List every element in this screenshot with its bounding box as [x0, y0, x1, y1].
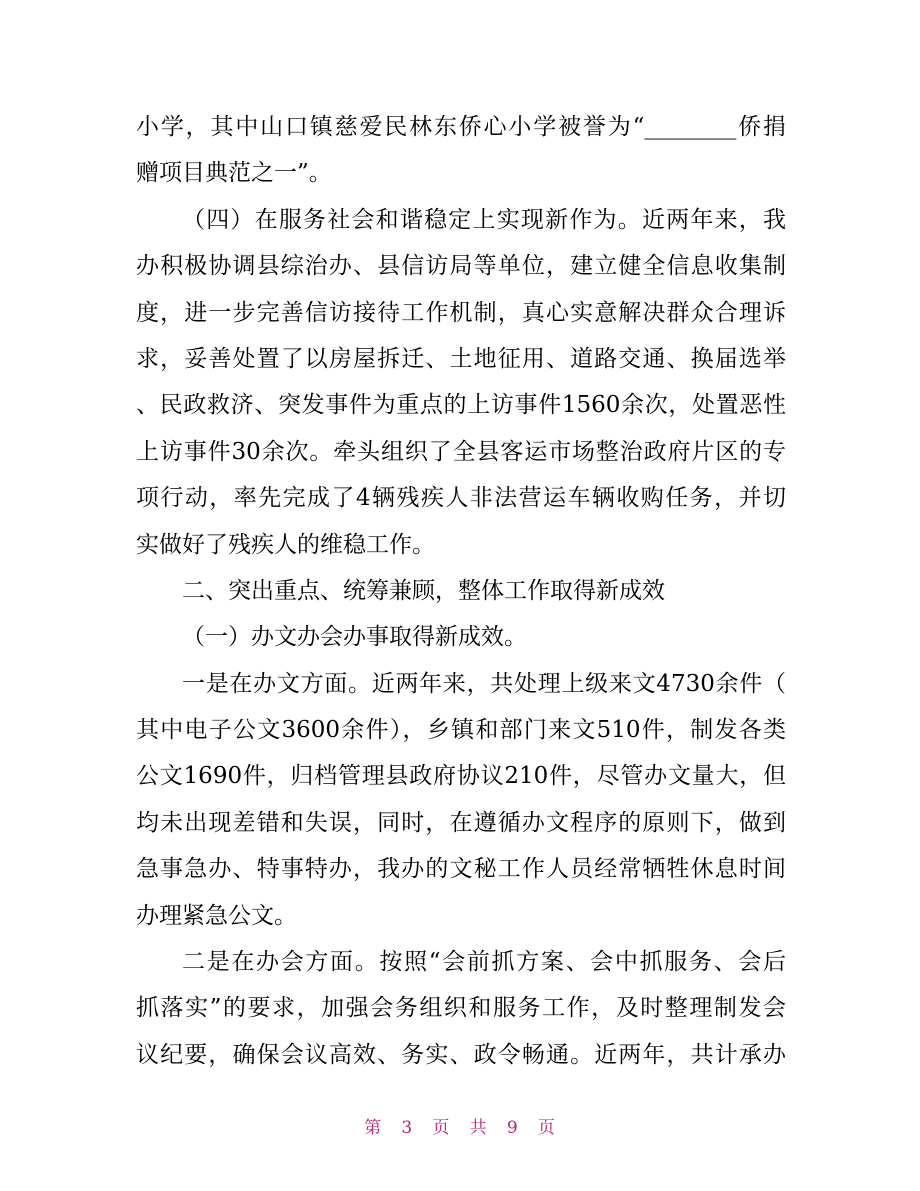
text-line: 急事急办、特事特办，我办的文秘工作人员经常牺牲休息时间	[136, 856, 786, 883]
text-line: 实做好了残疾人的维稳工作。	[136, 531, 435, 558]
footer-page-word: 页	[432, 1118, 451, 1138]
text-line: 议纪要，确保会议高效、务实、政令畅通。近两年，共计承办	[136, 1041, 786, 1068]
text-line: 度，进一步完善信访接待工作机制，真心实意解决群众合理诉	[136, 299, 786, 326]
text-line: （一）办文办会办事取得新成效。	[182, 624, 527, 651]
text-line: （四）在服务社会和谐稳定上实现新作为。近两年来，我	[182, 206, 786, 233]
text-line: 办理紧急公文。	[136, 902, 297, 929]
page-footer	[0, 1113, 920, 1138]
text-line: 其中电子公文3600余件），乡镇和部门来文510件，制发各类	[136, 717, 786, 744]
body-text	[136, 104, 786, 1078]
text-line: 、民政救济、突发事件为重点的上访事件1560余次，处置恶性	[136, 392, 786, 419]
footer-page-word-2: 页	[537, 1118, 556, 1138]
text-line: 求，妥善处置了以房屋拆迁、土地征用、道路交通、换届选举	[136, 345, 786, 372]
footer-total-prefix: 共	[469, 1118, 488, 1138]
footer-prefix: 第	[364, 1118, 383, 1138]
text-line: 一是在办文方面。近两年来，共处理上级来文4730余件（	[182, 670, 786, 697]
footer-total-pages: 9	[506, 1118, 519, 1138]
text-line: 抓落实”的要求，加强会务组织和服务工作，及时整理制发会	[136, 995, 786, 1022]
text-line: 小学，其中山口镇慈爱民林东侨心小学被誉为“________侨捐	[136, 114, 786, 140]
text-line: 办积极协调县综治办、县信访局等单位，建立健全信息收集制	[136, 253, 786, 280]
text-line: 二是在办会方面。按照“会前抓方案、会中抓服务、会后	[182, 949, 786, 976]
text-line: 项行动，率先完成了4辆残疾人非法营运车辆收购任务，并切	[136, 485, 786, 512]
text-line: 二、突出重点、统筹兼顾，整体工作取得新成效	[182, 577, 665, 604]
text-line: 赠项目典范之一”。	[136, 160, 332, 187]
footer-current-page: 3	[401, 1118, 414, 1138]
text-line: 均未出现差错和失误，同时，在遵循办文程序的原则下，做到	[136, 809, 786, 836]
text-line: 公文1690件，归档管理县政府协议210件，尽管办文量大，但	[136, 763, 786, 790]
text-line: 上访事件30余次。牵头组织了全县客运市场整治政府片区的专	[136, 438, 786, 465]
